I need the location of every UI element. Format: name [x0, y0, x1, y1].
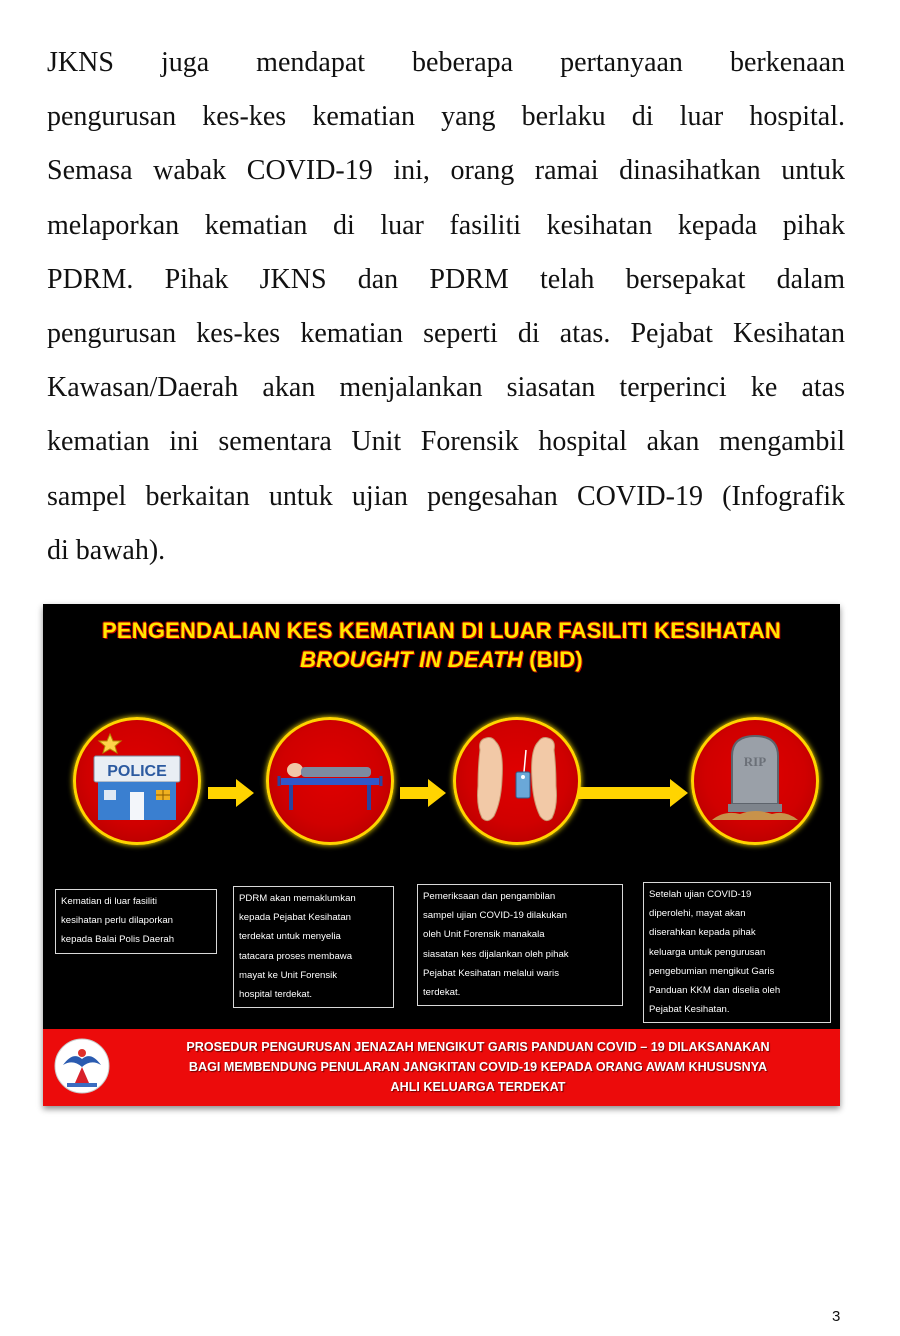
step-2-circle: [266, 717, 394, 845]
paragraph-line: Semasa wabak COVID-19 ini, orang ramai dinasihatkan untuk: [47, 155, 845, 187]
caption-line: Kematian di luar fasiliti: [61, 896, 157, 907]
paragraph-line: sampel berkaitan untuk ujian pengesahan COVID-19 (Infografik: [47, 480, 845, 512]
feet-with-toe-tag-icon: [456, 720, 578, 842]
paragraph-line: pengurusan kes-kes kematian yang berlaku di luar hospital.: [47, 101, 845, 133]
bid-infographic: [43, 604, 840, 1106]
step-3-circle: [453, 717, 581, 845]
organization-logo-icon: [53, 1037, 111, 1095]
caption-line: mayat ke Unit Forensik: [239, 969, 338, 981]
footer-line: AHLI KELUARGA TERDEKAT: [390, 1080, 566, 1094]
tombstone-text: RIP: [743, 754, 767, 769]
subtitle-italic: BROUGHT IN DEATH: [300, 647, 523, 672]
page-number: 3: [832, 1308, 841, 1325]
caption-line: diserahkan kepada pihak: [649, 927, 756, 939]
footer-line: PROSEDUR PENGURUSAN JENAZAH MENGIKUT GARIS PANDUAN COVID – 19 DILAKSANAKAN: [186, 1040, 770, 1054]
subtitle-rest: (BID): [522, 647, 583, 672]
caption-line: diperolehi, mayat akan: [649, 908, 746, 920]
paragraph-line: Kawasan/Daerah akan menjalankan siasatan terperinci ke atas: [47, 372, 845, 404]
step-1-caption: [55, 889, 217, 954]
caption-line: terdekat.: [423, 987, 461, 999]
caption-line: Setelah ujian COVID-19: [649, 889, 752, 900]
infographic-subtitle: [43, 647, 840, 673]
caption-line: Pemeriksaan dan pengambilan: [423, 891, 556, 902]
caption-line: hospital terdekat.: [239, 989, 313, 1001]
paragraph-line: pengurusan kes-kes kematian seperti di atas. Pejabat Kesihatan: [47, 317, 845, 349]
infographic-title: PENGENDALIAN KES KEMATIAN DI LUAR FASILITI KESIHATAN: [102, 618, 781, 643]
step-4-circle: [691, 717, 819, 845]
body-on-stretcher-icon: [269, 720, 391, 842]
police-station-icon: [76, 720, 198, 842]
step-4-caption: [643, 882, 831, 1023]
caption-line: Pejabat Kesihatan.: [649, 1004, 730, 1016]
caption-line: pengebumian mengikut Garis: [649, 965, 775, 977]
caption-line: kepada Pejabat Kesihatan: [239, 912, 352, 924]
caption-line: Panduan KKM dan diselia oleh: [649, 985, 781, 997]
paragraph-line: kematian ini sementara Unit Forensik hospital akan mengambil: [47, 426, 845, 458]
caption-line: terdekat untuk menyelia: [239, 931, 341, 943]
caption-line: tatacara proses membawa: [239, 950, 353, 962]
caption-line: Pejabat Kesihatan melalui waris: [423, 967, 559, 979]
step-1-circle: [73, 717, 201, 845]
police-sign-text: POLICE: [107, 763, 167, 780]
tombstone-icon: [694, 720, 816, 842]
caption-line: kesihatan perlu dilaporkan: [61, 915, 174, 927]
caption-line: keluarga untuk pengurusan: [649, 946, 766, 958]
arrow-right-icon: [208, 778, 256, 808]
step-3-caption: [417, 884, 623, 1006]
footer-text: [123, 1037, 833, 1097]
caption-line: PDRM akan memaklumkan: [239, 893, 356, 904]
caption-line: oleh Unit Forensik manakala: [423, 929, 545, 941]
step-2-caption: [233, 886, 394, 1008]
caption-line: kepada Balai Polis Daerah: [61, 934, 175, 946]
caption-line: sampel ujian COVID-19 dilakukan: [423, 910, 567, 922]
arrow-right-icon: [400, 778, 448, 808]
paragraph-line: di bawah).: [47, 534, 166, 566]
caption-line: siasatan kes dijalankan oleh pihak: [423, 948, 569, 960]
footer-line: BAGI MEMBENDUNG PENULARAN JANGKITAN COVID-19 KEPADA ORANG AWAM KHUSUSNYA: [188, 1060, 768, 1074]
paragraph-line: melaporkan kematian di luar fasiliti kesihatan kepada pihak: [47, 209, 845, 241]
paragraph-line: PDRM. Pihak JKNS dan PDRM telah bersepakat dalam: [47, 263, 845, 295]
body-paragraph: [47, 36, 845, 578]
paragraph-line: JKNS juga mendapat beberapa pertanyaan berkenaan: [47, 47, 845, 78]
footer-banner: [43, 1029, 840, 1106]
arrow-right-icon: [578, 778, 690, 808]
